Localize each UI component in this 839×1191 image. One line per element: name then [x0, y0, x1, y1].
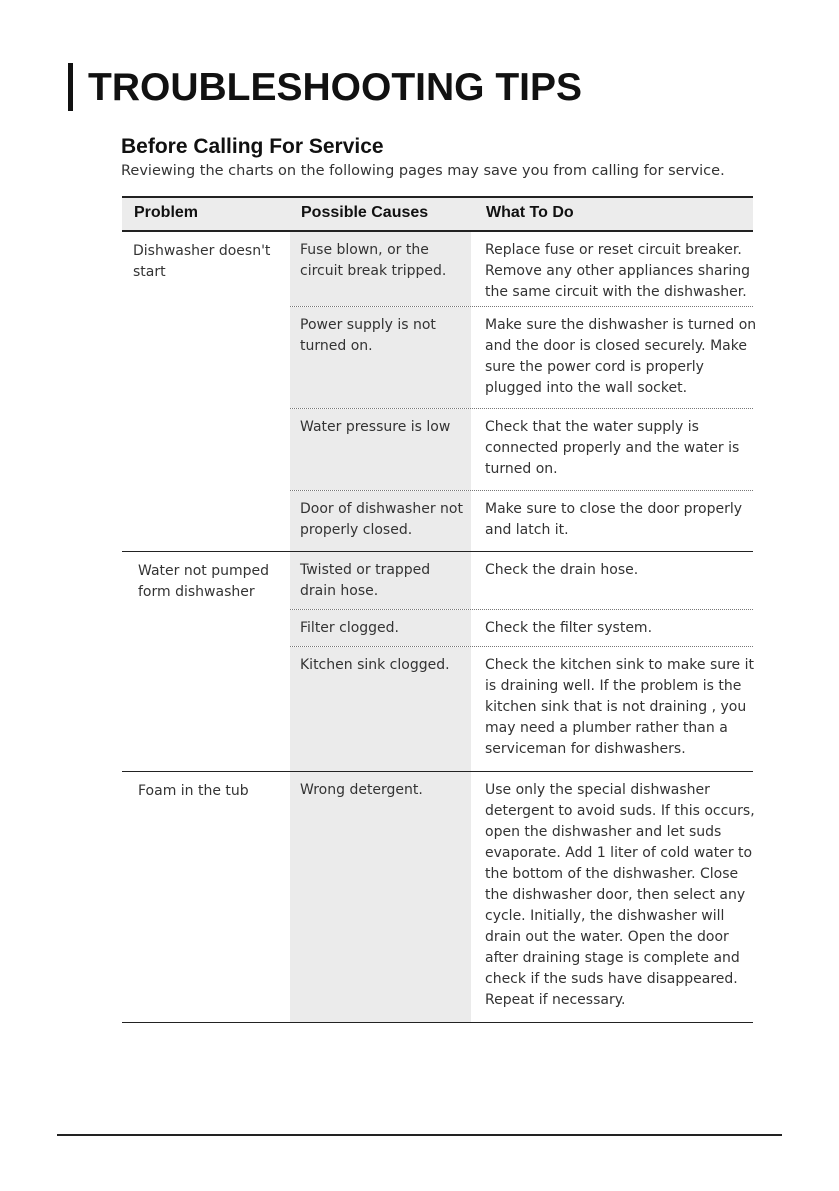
todo-text: Check the filter system.	[485, 620, 653, 636]
todo-text: Check that the water supply is connected properly and the water is turned on.	[485, 419, 740, 477]
problem-label: Dishwasher doesn't start	[133, 243, 271, 280]
table-row	[290, 490, 753, 551]
todo-text: Use only the special dishwasher detergent to avoid suds. If this occurs, open the dishwasher and let suds evaporate. Add 1 liter of cold water to the bottom of the dishwasher. Close the dishwasher door, then select any cycle. Initially, the dishwasher will drain out the water. Open the door after draining stage is complete and check if the suds have disappeared. Repeat if necessary.	[485, 782, 755, 1008]
cause-text: Wrong detergent.	[300, 782, 423, 798]
table-row	[290, 408, 753, 490]
cause-cell	[290, 552, 471, 609]
troubleshooting-table	[122, 196, 757, 1023]
cause-text: Filter clogged.	[300, 620, 399, 636]
cause-text: Twisted or trapped drain hose.	[300, 562, 431, 599]
problem-label: Foam in the tub	[138, 783, 249, 799]
cause-text: Fuse blown, or the circuit break tripped.	[300, 242, 447, 279]
header-possible-causes: Possible Causes	[301, 204, 429, 221]
cause-text: Power supply is not turned on.	[300, 317, 436, 354]
cause-cell	[290, 409, 471, 490]
problem-group-water-not-pumped	[122, 552, 753, 772]
cause-cell	[290, 491, 471, 551]
table-row	[290, 552, 753, 609]
cause-cell	[290, 647, 471, 771]
intro-text: Reviewing the charts on the following pages may save you from calling for service.	[121, 163, 725, 179]
table-row	[290, 646, 753, 771]
cause-text: Water pressure is low	[300, 419, 451, 435]
cause-cell	[290, 610, 471, 646]
problem-group-foam-in-tub	[122, 772, 753, 1023]
table-row	[290, 609, 753, 646]
problem-label: Water not pumped form dishwasher	[138, 563, 269, 600]
header-what-to-do: What To Do	[486, 204, 574, 221]
problem-group-dishwasher-doesnt-start	[122, 232, 757, 552]
section-subtitle: Before Calling For Service	[121, 135, 384, 158]
title-accent-bar	[68, 63, 73, 111]
cause-text: Door of dishwasher not properly closed.	[300, 501, 463, 538]
cause-cell	[290, 772, 471, 1022]
todo-text: Replace fuse or reset circuit breaker. Remove any other appliances sharing the same circuit with the dishwasher.	[485, 242, 750, 300]
table-header	[122, 196, 753, 232]
cause-cell	[290, 232, 471, 306]
todo-text: Make sure to close the door properly and latch it.	[485, 501, 743, 538]
table-row	[290, 306, 757, 408]
todo-text: Check the drain hose.	[485, 562, 639, 578]
header-problem: Problem	[134, 204, 199, 221]
cause-cell	[290, 307, 471, 408]
todo-text: Check the kitchen sink to make sure it is draining well. If the problem is the kitchen sink that is not draining , you may need a plumber rather than a serviceman for dishwashers.	[485, 657, 755, 757]
page-title: TROUBLESHOOTING TIPS	[88, 66, 583, 109]
footer-divider	[57, 1134, 782, 1136]
table-row	[290, 232, 753, 306]
cause-text: Kitchen sink clogged.	[300, 657, 450, 673]
todo-text: Make sure the dishwasher is turned on and the door is closed securely. Make sure the power cord is properly plugged into the wall socket.	[485, 317, 757, 396]
table-row	[290, 772, 753, 1022]
